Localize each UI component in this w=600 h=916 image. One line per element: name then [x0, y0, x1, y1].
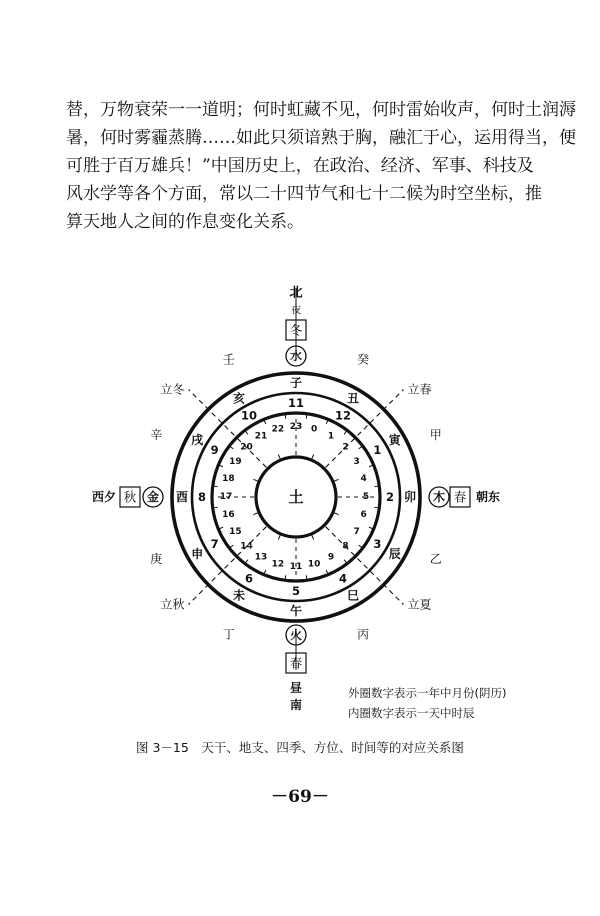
stem-label: 丙	[357, 627, 370, 642]
south-season: 春	[289, 655, 303, 671]
figure-caption: 图 3－15 天干、地支、四季、方位、时间等的对应关系图	[136, 740, 464, 755]
east-element: 木	[432, 490, 446, 504]
hour-label: 20	[240, 442, 253, 453]
stem-label: 庚	[150, 552, 163, 567]
west-label: 西夕	[91, 490, 117, 504]
month-label: 1	[373, 443, 382, 457]
branch-label: 子	[289, 376, 303, 390]
legend-outer: 外圈数字表示一年中月份(阴历)	[348, 686, 507, 700]
hour-label: 6	[360, 510, 367, 521]
paragraph-line: 风水学等各个方面，常以二十四节气和七十二候为时空坐标，推	[66, 184, 542, 204]
month-label: 12	[334, 408, 352, 423]
hour-label: 2	[342, 442, 349, 453]
branch-label: 未	[232, 588, 246, 603]
north-direction: 北	[289, 285, 303, 301]
branch-label: 卯	[403, 490, 417, 504]
hour-label: 23	[289, 422, 303, 432]
paragraph-line: 可胜于百万雄兵！”中国历史上，在政治、经济、军事、科技及	[66, 156, 534, 176]
solar-term-label: 立夏	[407, 597, 432, 612]
west-season: 秋	[123, 489, 137, 505]
hour-tick	[213, 486, 218, 487]
hour-label: 9	[327, 552, 335, 563]
stem-label: 壬	[222, 352, 235, 367]
hour-tick	[285, 575, 286, 580]
hour-label: 11	[289, 562, 303, 572]
north-time: 夜	[291, 305, 301, 317]
hour-label: 17	[219, 492, 233, 502]
hour-label: 10	[307, 559, 321, 570]
south-direction: 南	[289, 698, 303, 712]
paragraph-line: 替，万物衰荣一一道明；何时虹藏不见，何时雷始收声，何时土润溽	[66, 100, 576, 120]
legend-inner: 内圈数字表示一天中时辰	[348, 706, 475, 720]
page-number: －69－	[271, 787, 329, 807]
east-season: 春	[453, 489, 467, 505]
north-element: 水	[289, 349, 303, 363]
paragraph-line: 暑，何时雾霾蒸腾……如此只须谙熟于胸，融汇于心，运用得当，便	[66, 128, 576, 148]
month-label: 10	[240, 408, 258, 423]
hour-label: 19	[229, 457, 242, 467]
hour-label: 16	[222, 510, 235, 521]
legend	[348, 683, 506, 723]
solar-term-label: 立春	[407, 382, 432, 397]
hour-label: 14	[240, 541, 253, 552]
month-label: 8	[197, 490, 207, 504]
branch-label: 申	[191, 547, 204, 561]
month-label: 4	[338, 571, 348, 586]
month-label: 9	[210, 443, 219, 457]
body-paragraph	[66, 96, 576, 236]
hour-tick	[374, 507, 379, 508]
stem-label: 辛	[150, 427, 163, 442]
month-label: 3	[373, 537, 382, 551]
east-label: 朝东	[475, 490, 501, 504]
hour-label: 13	[254, 552, 268, 563]
branch-label: 丑	[346, 391, 360, 406]
branch-label: 酉	[175, 490, 189, 504]
hour-label: 12	[271, 559, 285, 570]
solar-term-label: 立冬	[160, 382, 185, 397]
stem-label: 乙	[429, 552, 442, 567]
month-label: 6	[244, 571, 254, 586]
south-time: 昼	[289, 681, 303, 695]
hour-label: 21	[254, 431, 268, 442]
month-label: 11	[287, 396, 305, 410]
hour-tick	[306, 575, 307, 580]
branch-label: 辰	[388, 547, 401, 561]
month-label: 5	[291, 584, 301, 598]
hour-label: 7	[353, 527, 360, 537]
hour-tick	[306, 414, 307, 419]
hour-label: 5	[362, 492, 370, 502]
branch-label: 戌	[191, 433, 204, 447]
solar-term-label: 立秋	[160, 597, 185, 612]
hour-label: 18	[222, 473, 235, 484]
stem-label: 甲	[429, 427, 442, 442]
hour-label: 1	[327, 431, 335, 442]
hour-label: 4	[360, 473, 367, 484]
hour-label: 0	[310, 424, 318, 435]
north-season: 冬	[289, 322, 303, 338]
stem-label: 丁	[222, 627, 235, 642]
center-label: 土	[288, 488, 304, 506]
stem-label: 癸	[357, 352, 370, 367]
hour-label: 15	[229, 527, 242, 537]
hour-tick	[285, 414, 286, 419]
branch-label: 巳	[346, 588, 360, 603]
hour-tick	[213, 507, 218, 508]
paragraph-line: 算天地人之间的作息变化关系。	[66, 212, 304, 232]
month-label: 2	[385, 490, 395, 504]
west-element: 金	[146, 490, 160, 504]
branch-label: 午	[289, 604, 303, 618]
branch-label: 亥	[232, 391, 246, 406]
month-label: 7	[210, 537, 219, 551]
hour-label: 3	[353, 457, 360, 467]
hour-tick	[374, 486, 379, 487]
hour-label: 8	[342, 541, 349, 552]
south-element: 火	[289, 628, 303, 642]
hour-label: 22	[271, 424, 285, 435]
branch-label: 寅	[388, 433, 401, 447]
